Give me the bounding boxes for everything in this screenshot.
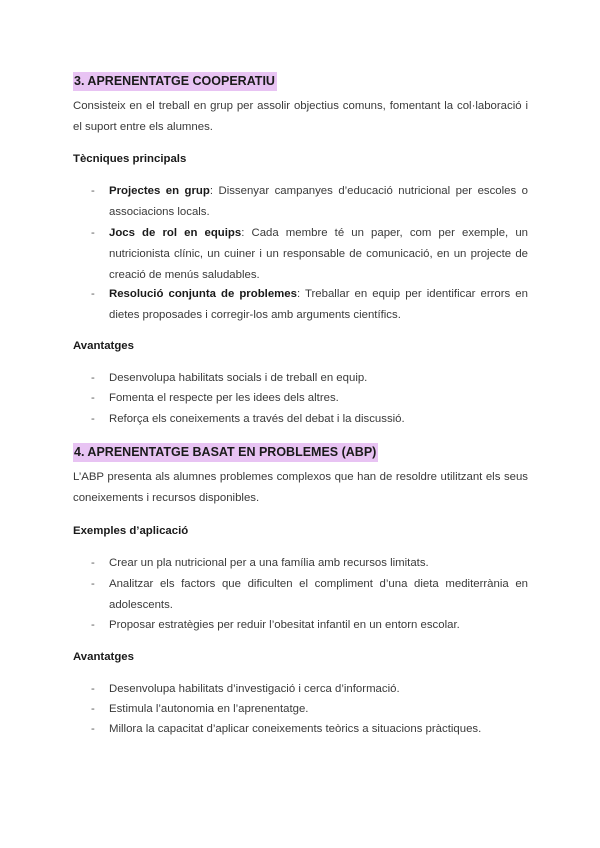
bullet-dash: - — [91, 372, 95, 384]
list-item — [73, 615, 528, 636]
list-item — [73, 409, 528, 430]
example-text: Crear un pla nutricional per a una família amb recursos limitats. — [109, 557, 429, 569]
technique-term: Resolució conjunta de problemes — [109, 288, 297, 300]
list-item — [73, 699, 528, 720]
advantage-text: Estimula l’autonomia en l’aprenentatge. — [109, 703, 309, 715]
section-intro-cooperatiu: Consisteix en el treball en grup per assolir objectius comuns, fomentant la col·laboració i el suport entre els alumnes. — [73, 100, 528, 133]
technique-text: : Treballar en equip per identificar errors en dietes proposades i corregir-los amb arguments científics. — [109, 288, 528, 321]
bullet-dash: - — [91, 392, 95, 404]
technique-term: Projectes en grup — [109, 185, 210, 197]
section-intro-abp: L’ABP presenta als alumnes problemes complexos que han de resoldre utilitzant els seus coneixements i recursos disponibles. — [73, 471, 528, 504]
advantage-text: Fomenta el respecte per les idees dels altres. — [109, 392, 339, 404]
list-item — [73, 574, 528, 616]
list-item — [73, 719, 528, 740]
bullet-dash: - — [91, 723, 95, 735]
bullet-dash: - — [91, 578, 95, 590]
bullet-dash: - — [91, 288, 95, 300]
bullet-dash: - — [91, 557, 95, 569]
bullet-dash: - — [91, 227, 95, 239]
advantage-text: Millora la capacitat d’aplicar coneixements teòrics a situacions pràctiques. — [109, 723, 482, 735]
bullet-dash: - — [91, 619, 95, 631]
example-text: Analitzar els factors que dificulten el compliment d’una dieta mediterrània en adolescents. — [109, 578, 528, 611]
section-heading-abp: 4. APRENENTATGE BASAT EN PROBLEMES (ABP) — [73, 443, 378, 462]
advantages-title: Avantatges — [73, 651, 134, 663]
section-heading-cooperatiu: 3. APRENENTATGE COOPERATIU — [73, 72, 277, 91]
list-item — [73, 368, 528, 389]
bullet-dash: - — [91, 683, 95, 695]
list-item — [73, 181, 528, 223]
bullet-dash: - — [91, 413, 95, 425]
example-text: Proposar estratègies per reduir l’obesitat infantil en un entorn escolar. — [109, 619, 460, 631]
list-item — [73, 223, 528, 286]
bullet-dash: - — [91, 185, 95, 197]
technique-term: Jocs de rol en equips — [109, 227, 242, 239]
list-item — [73, 284, 528, 326]
list-item — [73, 388, 528, 409]
list-item — [73, 679, 528, 700]
advantage-text: Desenvolupa habilitats d’investigació i cerca d’informació. — [109, 683, 400, 695]
examples-title: Exemples d’aplicació — [73, 525, 189, 537]
techniques-title: Tècniques principals — [73, 153, 187, 165]
advantage-text: Desenvolupa habilitats socials i de treball en equip. — [109, 372, 368, 384]
list-item — [73, 553, 528, 574]
advantages-title: Avantatges — [73, 340, 134, 352]
bullet-dash: - — [91, 703, 95, 715]
technique-text: : Cada membre té un paper, com per exemple, un nutricionista clínic, un cuiner i un responsable de comunicació, en un projecte de creació de menús saludables. — [109, 227, 528, 281]
advantage-text: Reforça els coneixements a través del debat i la discussió. — [109, 413, 405, 425]
technique-text: : Dissenyar campanyes d’educació nutricional per escoles o associacions locals. — [109, 185, 529, 218]
